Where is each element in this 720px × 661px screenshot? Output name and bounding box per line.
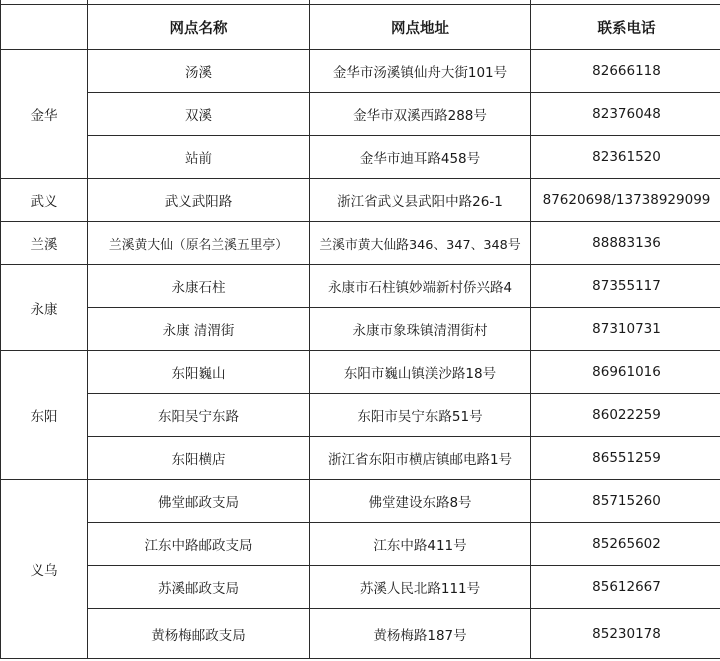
region-cell: 东阳 <box>1 351 88 480</box>
address-cell: 佛堂建设东路8号 <box>310 480 531 523</box>
address-cell: 金华市双溪西路288号 <box>310 93 531 136</box>
phone-cell: 86551259 <box>531 437 720 480</box>
address-cell: 江东中路411号 <box>310 523 531 566</box>
name-cell: 佛堂邮政支局 <box>88 480 310 523</box>
table-row <box>1 351 720 394</box>
address-cell: 浙江省东阳市横店镇邮电路1号 <box>310 437 531 480</box>
phone-cell: 85265602 <box>531 523 720 566</box>
name-cell: 东阳横店 <box>88 437 310 480</box>
phone-cell: 85715260 <box>531 480 720 523</box>
address-cell: 金华市汤溪镇仙舟大街101号 <box>310 50 531 93</box>
name-cell: 江东中路邮政支局 <box>88 523 310 566</box>
address-cell: 金华市迪耳路458号 <box>310 136 531 179</box>
table-row <box>1 566 720 609</box>
name-cell: 苏溪邮政支局 <box>88 566 310 609</box>
address-cell: 东阳市吴宁东路51号 <box>310 394 531 437</box>
phone-cell: 82361520 <box>531 136 720 179</box>
branch-table-body <box>1 0 720 659</box>
table-row <box>1 308 720 351</box>
phone-cell: 86961016 <box>531 351 720 394</box>
phone-cell: 87310731 <box>531 308 720 351</box>
name-cell: 双溪 <box>88 93 310 136</box>
address-cell: 浙江省武义县武阳中路26-1 <box>310 179 531 222</box>
table-row <box>1 222 720 265</box>
table-row <box>1 50 720 93</box>
header-phone: 联系电话 <box>531 5 720 50</box>
phone-cell: 87355117 <box>531 265 720 308</box>
address-cell: 兰溪市黄大仙路346、347、348号 <box>310 222 531 265</box>
phone-cell: 85230178 <box>531 609 720 659</box>
name-cell: 永康 清渭街 <box>88 308 310 351</box>
phone-cell: 86022259 <box>531 394 720 437</box>
table-row <box>1 523 720 566</box>
region-cell: 义乌 <box>1 480 88 659</box>
table-row <box>1 394 720 437</box>
region-cell: 兰溪 <box>1 222 88 265</box>
phone-cell: 85612667 <box>531 566 720 609</box>
address-cell: 永康市石柱镇妙端新村侨兴路4 <box>310 265 531 308</box>
name-cell: 黄杨梅邮政支局 <box>88 609 310 659</box>
name-cell: 站前 <box>88 136 310 179</box>
address-cell: 黄杨梅路187号 <box>310 609 531 659</box>
table-row <box>1 136 720 179</box>
header-address: 网点地址 <box>310 5 531 50</box>
name-cell: 东阳巍山 <box>88 351 310 394</box>
address-cell: 东阳市巍山镇渼沙路18号 <box>310 351 531 394</box>
address-cell: 永康市象珠镇清渭街村 <box>310 308 531 351</box>
table-row <box>1 265 720 308</box>
name-cell: 东阳吴宁东路 <box>88 394 310 437</box>
phone-cell: 88883136 <box>531 222 720 265</box>
table-row <box>1 93 720 136</box>
header-name: 网点名称 <box>88 5 310 50</box>
table-row <box>1 480 720 523</box>
phone-cell: 87620698/13738929099 <box>531 179 720 222</box>
region-cell: 永康 <box>1 265 88 351</box>
region-cell: 武义 <box>1 179 88 222</box>
address-cell: 苏溪人民北路111号 <box>310 566 531 609</box>
name-cell: 武义武阳路 <box>88 179 310 222</box>
table-row <box>1 609 720 659</box>
name-cell: 兰溪黄大仙（原名兰溪五里亭） <box>88 222 310 265</box>
name-cell: 永康石柱 <box>88 265 310 308</box>
header-region <box>1 5 88 50</box>
header-row <box>1 5 720 50</box>
table-row <box>1 437 720 480</box>
name-cell: 汤溪 <box>88 50 310 93</box>
phone-cell: 82376048 <box>531 93 720 136</box>
table-row <box>1 179 720 222</box>
region-cell: 金华 <box>1 50 88 179</box>
phone-cell: 82666118 <box>531 50 720 93</box>
